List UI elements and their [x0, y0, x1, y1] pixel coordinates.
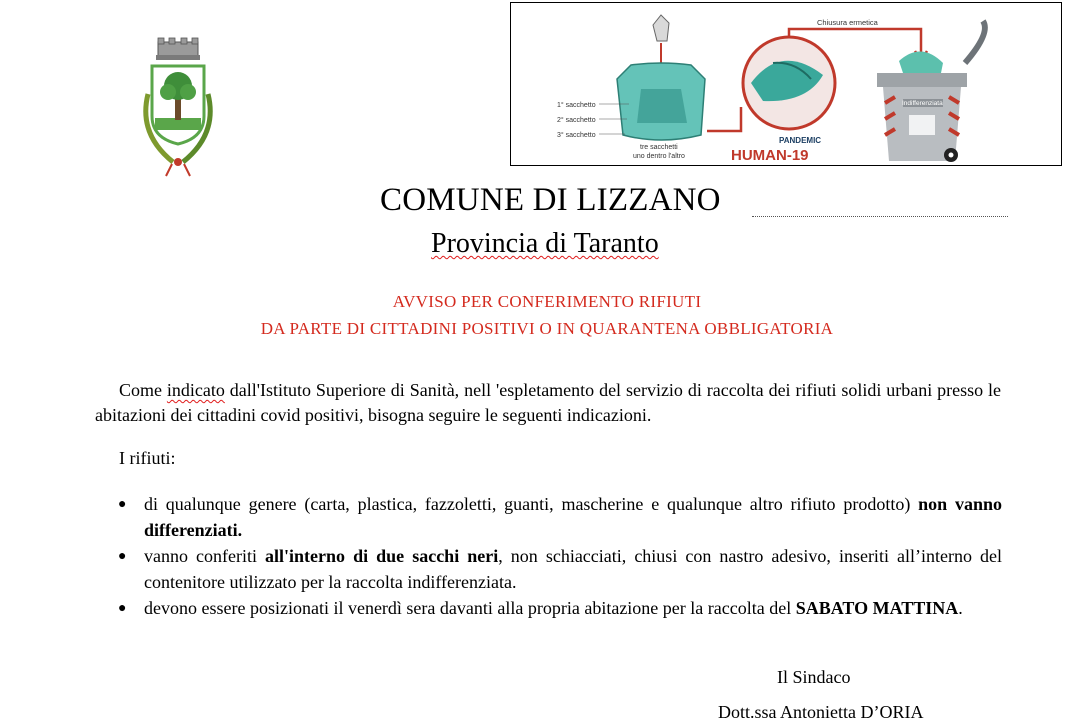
bag-label-1: 1° sacchetto [557, 102, 596, 109]
bullet-icon: ● [118, 497, 127, 512]
waste-instructions-banner [510, 2, 1062, 166]
bag-label-3: 3° sacchetto [557, 132, 596, 139]
bin-label: Indifferenziata [902, 100, 943, 107]
brand-pandemic: PANDEMIC [779, 136, 822, 145]
bullet-3-text: devono essere posizionati il venerdì sera davanti alla propria abitazione per la raccolta del [144, 598, 796, 618]
notice-heading-line2: DA PARTE DI CITTADINI POSITIVI O IN QUARANTENA OBBLIGATORIA [260, 319, 834, 338]
bag-label-2: 2° sacchetto [557, 117, 596, 124]
intro-text-rest: dall'Istituto Superiore di Sanità, nell 'espletamento del servizio di raccolta dei rifiuti solidi urbani presso le abitazioni dei cittadini covid positivi, bisogna seguire le seguenti indicazioni. [95, 380, 1002, 425]
bullet-3-tail: . [958, 598, 963, 618]
rifiuti-label: I rifiuti: [119, 448, 176, 468]
title-rule [752, 216, 1008, 217]
notice-heading-line1: AVVISO PER CONFERIMENTO RIFIUTI [392, 292, 702, 311]
bullet-icon: ● [118, 601, 127, 616]
intro-paragraph [95, 378, 1001, 428]
list-item [114, 492, 1002, 543]
brand-human19: HUMAN-19 [731, 147, 809, 164]
bullet-1-text: di qualunque genere (carta, plastica, fazzoletti, guanti, mascherine e qualunque altro rifiuto prodotto) [144, 494, 911, 514]
bullet-2-bold: all'interno di due sacchi neri [265, 546, 499, 566]
signature-title: Il Sindaco [777, 667, 851, 687]
bag-closure-illustration [511, 3, 1061, 165]
closure-label: Chiusura ermetica [817, 18, 878, 27]
bags-caption-2: uno dentro l'altro [633, 153, 685, 160]
bullet-2-text-a: vanno conferiti [144, 546, 266, 566]
bullet-3-bold: SABATO MATTINA [795, 598, 959, 618]
municipal-crest-logo [128, 34, 228, 184]
signature-name: Dott.ssa Antonietta D’ORIA [718, 702, 924, 722]
instructions-list [114, 492, 1002, 623]
province-subtitle: Provincia di Taranto [431, 228, 659, 259]
list-item [114, 544, 1002, 595]
list-item [114, 596, 1002, 622]
intro-text-start: Come [119, 380, 167, 400]
intro-text-keyword: indicato [166, 380, 225, 400]
bags-caption-1: tre sacchetti [640, 144, 678, 151]
municipality-title: COMUNE DI LIZZANO [380, 182, 721, 218]
bullet-icon: ● [118, 549, 127, 564]
bullet-1-bold: non vanno differenziati. [144, 494, 1003, 540]
bullet-2-text-b: , non schiacciati, chiusi con nastro adesivo, inseriti all’interno del contenitore utilizzato per la raccolta indifferenziata. [144, 546, 1002, 592]
